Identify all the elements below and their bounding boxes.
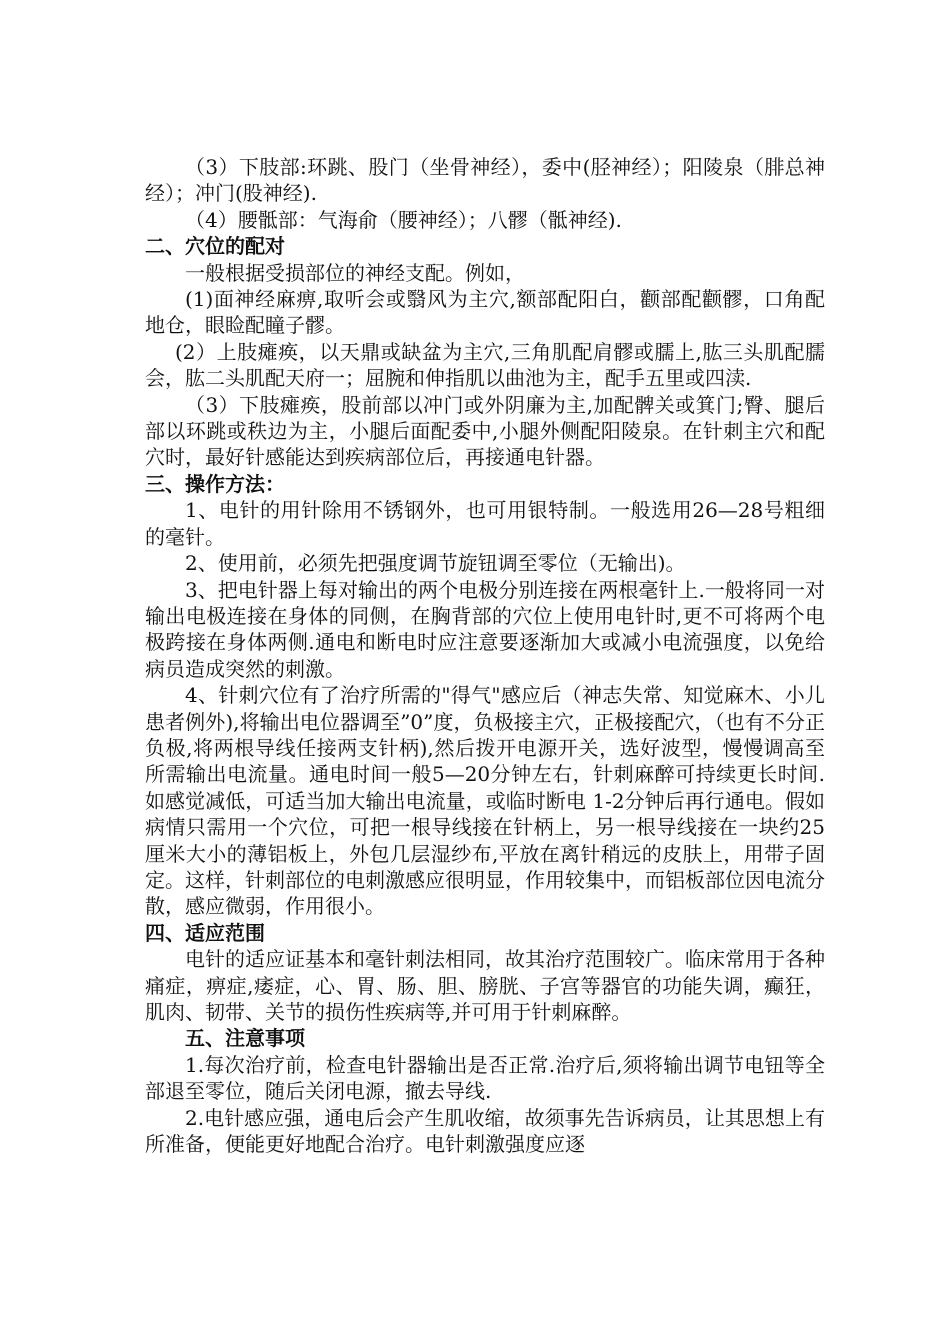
heading-indications: 四、适应范围 xyxy=(145,920,265,945)
paragraph-precaution-1: 1.每次治疗前，检查电针器输出是否正常.治疗后,须将输出调节电钮等全部退至零位，随后关闭电源，撤去导线. xyxy=(145,1052,825,1104)
paragraph-needle-material: 1、电针的用针除用不锈钢外，也可用银特制。一般选用26—28号粗细的毫针。 xyxy=(145,498,825,549)
paragraph-upper-limb-paralysis: (2）上肢瘫痪，以天鼎或缺盆为主穴,三角肌配肩髎或臑上,肱三头肌配臑会，肱二头肌配天府一；屈腕和伸指肌以曲池为主，配手五里或四渎. xyxy=(145,339,825,391)
heading-operation-method: 三、操作方法： xyxy=(145,471,285,496)
paragraph-electrode-connection: 3、把电针器上每对输出的两个电极分别连接在两根毫针上.一般将同一对输出电极连接在身体的同侧，在胸背部的穴位上使用电针时,更不可将两个电极跨接在身体两侧.通电和断电时应注意要逐渐加大或减小电流强度，以免给病员造成突然的刺激。 xyxy=(145,577,825,681)
paragraph-lower-limb-points: （3）下肢部:环跳、股门（坐骨神经），委中(胫神经）；阳陵泉（腓总神经）；冲门(股神经). xyxy=(145,155,825,206)
paragraph-facial-paralysis: (1)面神经麻痹,取听会或翳风为主穴,额部配阳白，颧部配颧髎，口角配地仓，眼睑配瞳子髎。 xyxy=(145,287,825,338)
heading-point-pairing: 二、穴位的配对 xyxy=(145,234,285,259)
document-page xyxy=(145,154,825,1157)
paragraph-lower-limb-paralysis: （3）下肢瘫痪，股前部以冲门或外阴廉为主,加配髀关或箕门;臀、腿后部以环跳或秩边为主，小腿后面配委中,小腿外侧配阳陵泉。在针刺主穴和配穴时，最好针感能达到疾病部位后，再接通电针器。 xyxy=(145,392,825,470)
paragraph-indications: 电针的适应证基本和毫针刺法相同，故其治疗范围较广。临床常用于各种痛症，痹症,痿症，心、胃、肠、胆、膀胱、子宫等器官的功能失调，癫狂，肌肉、韧带、关节的损伤性疾病等,并可用于针刺麻醉。 xyxy=(145,947,825,1024)
paragraph-pairing-intro: 一般根据受损部位的神经支配。例如， xyxy=(185,260,525,285)
heading-precautions: 五、注意事项 xyxy=(185,1026,305,1051)
paragraph-before-use: 2、使用前，必须先把强度调节旋钮调至零位（无输出)。 xyxy=(185,551,686,576)
paragraph-stimulation-procedure: 4、针刺穴位有了治疗所需的"得气"感应后（神志失常、知觉麻木、小儿患者例外),将输出电位器调至”0”度，负极接主穴，正极接配穴，（也有不分正负极,将两根导线任接两支针柄),然后拨开电源开关，选好波型，慢慢调高至所需输出电流量。通电时间一般5—20分钟左右，针刺麻醉可持续更长时间.如感觉减低，可适当加大输出电流量，或临时断电 1-2分钟后再行通电。假如病情只需用一个穴位，可把一根导线接在针柄上，另一根导线接在一块约25厘米大小的薄铝板上，外包几层湿纱布,平放在离针稍远的皮肤上，用带子固定。这样，针刺部位的电刺激感应很明显，作用较集中，而铝板部位因电流分散，感应微弱，作用很小。 xyxy=(145,683,825,919)
paragraph-precaution-2: 2.电针感应强，通电后会产生肌收缩，故须事先告诉病员，让其思想上有所准备，便能更好地配合治疗。电针刺激强度应逐 xyxy=(145,1105,825,1157)
paragraph-lumbosacral-points: （4）腰骶部：气海俞（腰神经）；八髎（骶神经). xyxy=(185,207,622,232)
